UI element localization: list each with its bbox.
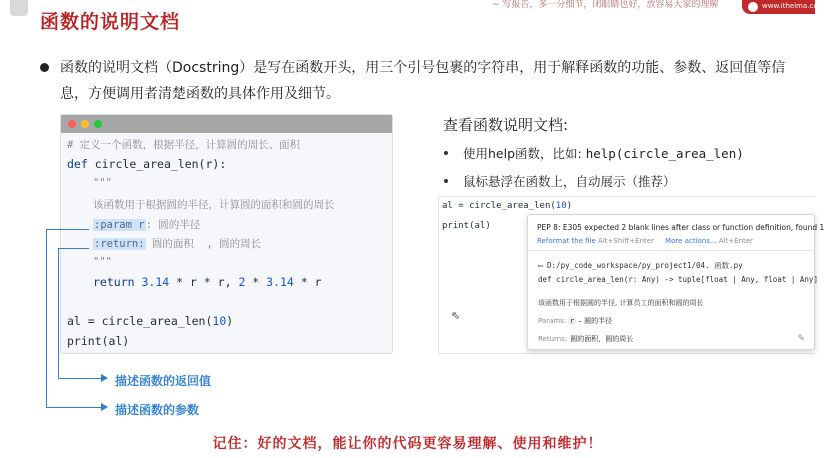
docstring-param-line [93, 217, 200, 232]
quick-doc-popup [527, 214, 824, 350]
reformat-link[interactable]: Reformat the file [537, 237, 596, 245]
code-window [60, 114, 393, 354]
code-fragment: ) [226, 314, 234, 328]
popup-divider [528, 250, 816, 251]
code-return-line [93, 275, 322, 289]
docstring-return-line [93, 236, 261, 251]
docstring-description: 该函数用于根据圆的半径，计算圆的面积和圆的周长 [93, 199, 335, 211]
code-fragment: * r [293, 275, 322, 289]
docstring-open: """ [93, 177, 112, 189]
more-actions-link[interactable]: More actions... [665, 237, 717, 245]
help-bullet [463, 144, 744, 162]
number-literal: 3.14 [141, 275, 170, 289]
brand-badge [742, 0, 824, 14]
param-arrow-icon [101, 403, 108, 411]
code-window-titlebar [61, 115, 392, 133]
intro-paragraph: 函数的说明文档（Docstring）是写在函数开头，用三个引号包裹的字符串，用于解释函数的功能、参数、返回值等信息，方便调用者清楚函数的具体作用及细节。 [60, 60, 786, 102]
param-arrow-line [46, 407, 102, 408]
code-fragment: al = circle_area_len( [67, 314, 213, 328]
return-arrow-line [58, 378, 102, 379]
brand-logo-icon [748, 2, 758, 12]
params-code: r [570, 317, 575, 325]
page-title: 函数的说明文档 [40, 11, 181, 33]
return-annotation: 描述函数的返回值 [115, 374, 212, 388]
help-bullet-code: help(circle_area_len) [585, 146, 744, 161]
keyword-def: def [67, 157, 88, 171]
code-comment: # 定义一个函数，根据半径，计算圆的周长、面积 [67, 139, 301, 151]
returns-row [538, 334, 633, 344]
bullet-icon [40, 63, 49, 72]
param-text: : 圆的半径 [145, 219, 201, 231]
editor-line-1[interactable] [442, 201, 572, 211]
return-text: 圆的面积 , 圆的周长 [145, 238, 262, 250]
keyword-return: return [93, 275, 135, 289]
code-fragment: ) [566, 201, 573, 211]
function-signature: def circle_area_len(r: Any) -> tuple[float | Any, float | Any] [538, 275, 818, 284]
edit-pencil-icon[interactable]: ✎ [797, 334, 805, 344]
reformat-shortcut: Alt+Shift+Enter [598, 237, 654, 245]
editor-line-2[interactable]: print(al) [442, 221, 491, 231]
number-literal: 10 [212, 314, 227, 328]
code-fragment: * r * r, [169, 275, 239, 289]
params-row [538, 316, 612, 326]
title-decoration [10, 0, 28, 16]
file-path-text: D:/py_code_workspace/py_project1/04. 函数.py [547, 261, 743, 270]
number-literal: 10 [555, 201, 567, 211]
param-annotation: 描述函数的参数 [115, 403, 200, 417]
def-signature: circle_area_len(r): [87, 157, 227, 171]
return-tag: :return: [94, 238, 145, 250]
code-def-line [67, 157, 226, 171]
view-doc-title: 查看函数说明文档: [443, 116, 569, 134]
code-call-line [67, 314, 233, 328]
hover-bullet: 鼠标悬浮在函数上，自动展示（推荐） [463, 174, 676, 189]
reminder-text: 记住：好的文档，能让你的代码更容易理解、使用和维护！ [212, 436, 603, 452]
minimize-dot-icon [81, 120, 89, 128]
code-fragment: al = circle_area_len( [442, 201, 556, 211]
code-print-line: print(al) [67, 334, 130, 348]
bullet-icon [444, 179, 448, 183]
doc-description: 该函数用于根据圆的半径, 计算员工的面积和圆的周长 [538, 299, 704, 307]
returns-label: Returns: [538, 335, 568, 343]
bullet-icon [444, 151, 448, 155]
mouse-cursor-icon: ⇖ [451, 309, 461, 322]
params-label: Params: [538, 317, 567, 325]
number-literal: 3.14 [266, 275, 294, 289]
close-dot-icon [68, 120, 76, 128]
help-bullet-text: 使用help函数，比如: [463, 146, 586, 161]
file-path [538, 260, 743, 271]
param-tag: :param r [94, 219, 145, 231]
pep8-warning: PEP 8: E305 expected 2 blank lines after class or function definition, found 1 [537, 223, 824, 232]
return-arrow-icon [101, 374, 108, 382]
popup-actions [537, 237, 753, 245]
number-literal: 2 [238, 275, 246, 289]
docstring-close: """ [93, 256, 112, 268]
return-connector-line [58, 248, 89, 379]
file-icon: ▭ [538, 261, 548, 270]
handwritten-note: ~ 写报告，多一分细节，闭眼睛也好，放容易大家的理解 [492, 0, 719, 10]
returns-text: 圆的面积，圆的周长 [570, 335, 634, 343]
brand-text: www.itheima.com [762, 2, 824, 10]
more-actions-shortcut: Alt+Enter [718, 237, 753, 245]
code-fragment: * [245, 275, 267, 289]
params-text: – 圆的半径 [578, 317, 613, 325]
maximize-dot-icon [94, 120, 102, 128]
